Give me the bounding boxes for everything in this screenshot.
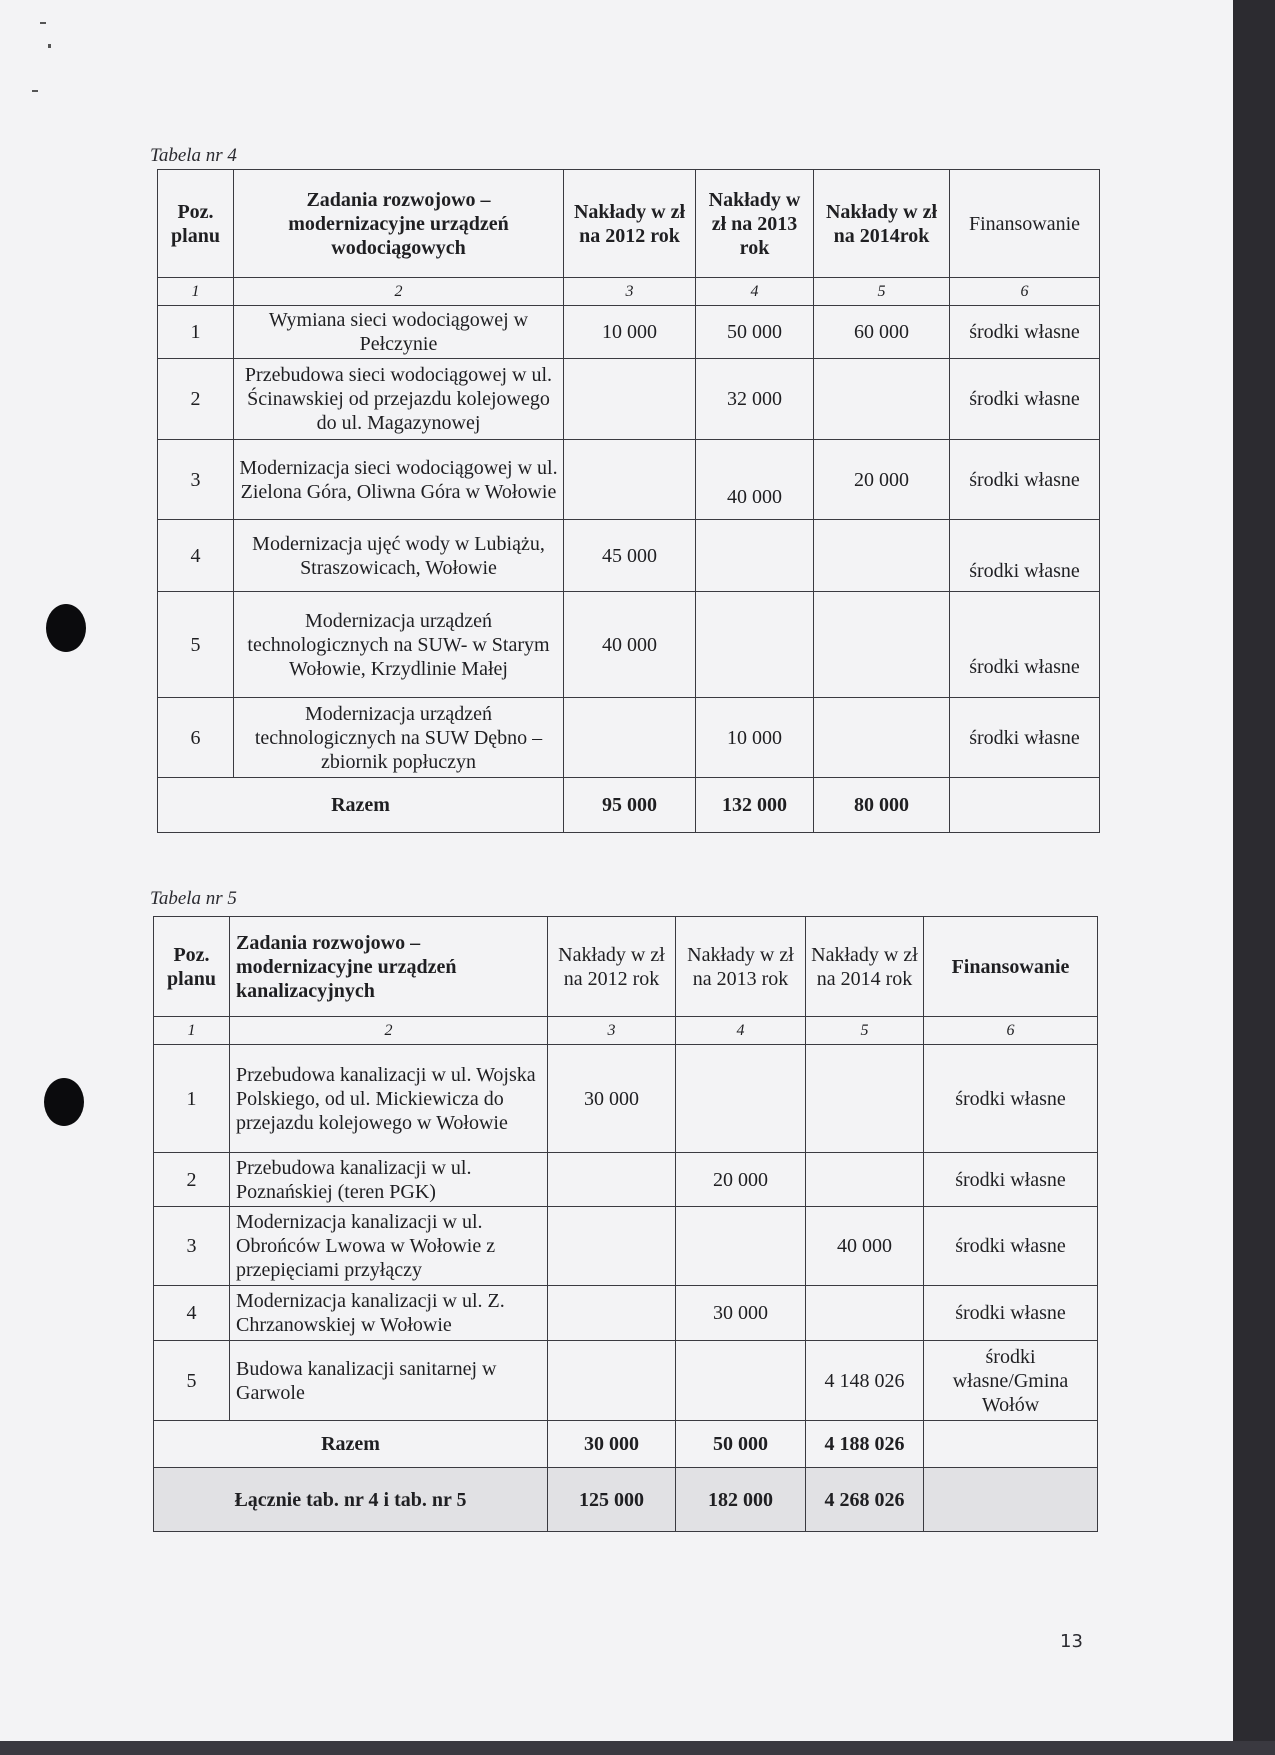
row-pos: 3 <box>158 440 234 520</box>
row-pos: 5 <box>158 592 234 698</box>
header-2013: Nakłady w zł na 2013 rok <box>676 917 806 1017</box>
row-pos: 1 <box>154 1045 230 1153</box>
row-2012: 45 000 <box>564 520 696 592</box>
row-pos: 2 <box>154 1153 230 1207</box>
row-2012 <box>564 440 696 520</box>
punch-hole-top <box>46 604 86 652</box>
row-pos: 1 <box>158 306 234 359</box>
grand-total-financing <box>924 1468 1098 1532</box>
header-task: Zadania rozwojowo – modernizacyjne urządzeń wodociągowych <box>234 170 564 278</box>
scan-border-right <box>1233 0 1275 1755</box>
total-label: Razem <box>158 778 564 833</box>
table-row <box>158 698 1100 778</box>
row-2014 <box>814 698 950 778</box>
row-2014 <box>806 1153 924 1207</box>
row-financing: środki własne <box>924 1207 1098 1286</box>
total-2013: 132 000 <box>696 778 814 833</box>
row-2013: 10 000 <box>696 698 814 778</box>
row-2013: 20 000 <box>676 1153 806 1207</box>
row-2014: 40 000 <box>806 1207 924 1286</box>
row-task: Modernizacja sieci wodociągowej w ul. Zielona Góra, Oliwna Góra w Wołowie <box>234 440 564 520</box>
row-2014: 20 000 <box>814 440 950 520</box>
total-label: Razem <box>154 1421 548 1468</box>
table-5-total-row <box>154 1421 1098 1468</box>
header-financing: Finansowanie <box>924 917 1098 1017</box>
row-pos: 4 <box>154 1286 230 1341</box>
row-2014: 4 148 026 <box>806 1341 924 1421</box>
row-2013: 32 000 <box>696 359 814 440</box>
table-4-header-row <box>158 170 1100 278</box>
grand-total-2013: 182 000 <box>676 1468 806 1532</box>
row-financing: środki własne <box>924 1286 1098 1341</box>
row-2013 <box>676 1045 806 1153</box>
table-4-column-numbers <box>158 278 1100 306</box>
page-number: 13 <box>1060 1631 1083 1652</box>
table-5-header-row <box>154 917 1098 1017</box>
grand-total-2014: 4 268 026 <box>806 1468 924 1532</box>
table-row <box>158 306 1100 359</box>
row-financing: środki własne <box>950 698 1100 778</box>
total-2012: 30 000 <box>548 1421 676 1468</box>
total-2014: 80 000 <box>814 778 950 833</box>
row-task: Modernizacja urządzeń technologicznych na SUW Dębno – zbiornik popłuczyn <box>234 698 564 778</box>
row-pos: 5 <box>154 1341 230 1421</box>
col-number: 2 <box>230 1017 548 1045</box>
scan-speck <box>48 44 51 48</box>
row-2014 <box>814 520 950 592</box>
col-number: 4 <box>676 1017 806 1045</box>
row-task: Modernizacja urządzeń technologicznych na SUW- w Starym Wołowie, Krzydlinie Małej <box>234 592 564 698</box>
row-2012: 10 000 <box>564 306 696 359</box>
row-2012 <box>548 1207 676 1286</box>
row-2013: 40 000 <box>696 440 814 520</box>
header-financing: Finansowanie <box>950 170 1100 278</box>
table-5 <box>153 916 1098 1532</box>
row-pos: 3 <box>154 1207 230 1286</box>
row-2013 <box>696 592 814 698</box>
row-2012 <box>548 1286 676 1341</box>
row-financing: środki własne <box>924 1153 1098 1207</box>
table-5-column-numbers <box>154 1017 1098 1045</box>
row-task: Modernizacja kanalizacji w ul. Obrońców Lwowa w Wołowie z przepięciami przyłączy <box>230 1207 548 1286</box>
total-2014: 4 188 026 <box>806 1421 924 1468</box>
row-task: Przebudowa kanalizacji w ul. Wojska Polskiego, od ul. Mickiewicza do przejazdu kolejowego w Wołowie <box>230 1045 548 1153</box>
col-number: 3 <box>564 278 696 306</box>
punch-hole-bottom <box>44 1078 84 1126</box>
row-2014 <box>806 1045 924 1153</box>
header-2012: Nakłady w zł na 2012 rok <box>564 170 696 278</box>
row-2013: 30 000 <box>676 1286 806 1341</box>
row-task: Budowa kanalizacji sanitarnej w Garwole <box>230 1341 548 1421</box>
row-task: Wymiana sieci wodociągowej w Pełczynie <box>234 306 564 359</box>
scan-border-bottom <box>0 1741 1275 1755</box>
header-2014: Nakłady w zł na 2014rok <box>814 170 950 278</box>
table-4 <box>157 169 1100 833</box>
header-2013: Nakłady w zł na 2013 rok <box>696 170 814 278</box>
col-number: 2 <box>234 278 564 306</box>
row-financing: środki własne <box>924 1045 1098 1153</box>
table-4-caption: Tabela nr 4 <box>150 145 237 166</box>
col-number: 3 <box>548 1017 676 1045</box>
col-number: 6 <box>950 278 1100 306</box>
col-number: 1 <box>158 278 234 306</box>
row-2014 <box>806 1286 924 1341</box>
row-financing: środki własne/Gmina Wołów <box>924 1341 1098 1421</box>
header-task: Zadania rozwojowo – modernizacyjne urządzeń kanalizacyjnych <box>230 917 548 1017</box>
row-2012 <box>564 698 696 778</box>
col-number: 5 <box>814 278 950 306</box>
table-5-caption: Tabela nr 5 <box>150 888 237 909</box>
scan-speck <box>32 90 38 92</box>
col-number: 1 <box>154 1017 230 1045</box>
row-2014 <box>814 359 950 440</box>
row-2012: 40 000 <box>564 592 696 698</box>
row-2012 <box>548 1341 676 1421</box>
table-4-total-row <box>158 778 1100 833</box>
total-financing <box>924 1421 1098 1468</box>
table-row <box>158 440 1100 520</box>
table-row <box>154 1207 1098 1286</box>
grand-total-2012: 125 000 <box>548 1468 676 1532</box>
row-2012 <box>548 1153 676 1207</box>
header-2014: Nakłady w zł na 2014 rok <box>806 917 924 1017</box>
grand-total-label: Łącznie tab. nr 4 i tab. nr 5 <box>154 1468 548 1532</box>
row-2013: 50 000 <box>696 306 814 359</box>
row-2013 <box>676 1207 806 1286</box>
header-2012: Nakłady w zł na 2012 rok <box>548 917 676 1017</box>
table-row <box>154 1286 1098 1341</box>
row-task: Przebudowa kanalizacji w ul. Poznańskiej (teren PGK) <box>230 1153 548 1207</box>
total-financing <box>950 778 1100 833</box>
table-row <box>154 1153 1098 1207</box>
row-2013 <box>696 520 814 592</box>
row-financing: środki własne <box>950 592 1100 698</box>
row-financing: środki własne <box>950 359 1100 440</box>
row-pos: 4 <box>158 520 234 592</box>
scan-speck <box>40 22 46 24</box>
row-2012 <box>564 359 696 440</box>
table-row <box>154 1045 1098 1153</box>
row-task: Modernizacja ujęć wody w Lubiążu, Straszowicach, Wołowie <box>234 520 564 592</box>
grand-total-row <box>154 1468 1098 1532</box>
col-number: 5 <box>806 1017 924 1045</box>
table-row <box>158 592 1100 698</box>
table-row <box>158 359 1100 440</box>
total-2012: 95 000 <box>564 778 696 833</box>
row-2013 <box>676 1341 806 1421</box>
row-2014: 60 000 <box>814 306 950 359</box>
row-pos: 2 <box>158 359 234 440</box>
col-number: 4 <box>696 278 814 306</box>
col-number: 6 <box>924 1017 1098 1045</box>
total-2013: 50 000 <box>676 1421 806 1468</box>
row-2014 <box>814 592 950 698</box>
table-row <box>158 520 1100 592</box>
row-financing: środki własne <box>950 520 1100 592</box>
row-pos: 6 <box>158 698 234 778</box>
header-pos: Poz. planu <box>158 170 234 278</box>
row-financing: środki własne <box>950 440 1100 520</box>
row-financing: środki własne <box>950 306 1100 359</box>
row-task: Modernizacja kanalizacji w ul. Z. Chrzanowskiej w Wołowie <box>230 1286 548 1341</box>
header-pos: Poz. planu <box>154 917 230 1017</box>
row-task: Przebudowa sieci wodociągowej w ul. Ścinawskiej od przejazdu kolejowego do ul. Magazynowej <box>234 359 564 440</box>
row-2012: 30 000 <box>548 1045 676 1153</box>
table-row <box>154 1341 1098 1421</box>
